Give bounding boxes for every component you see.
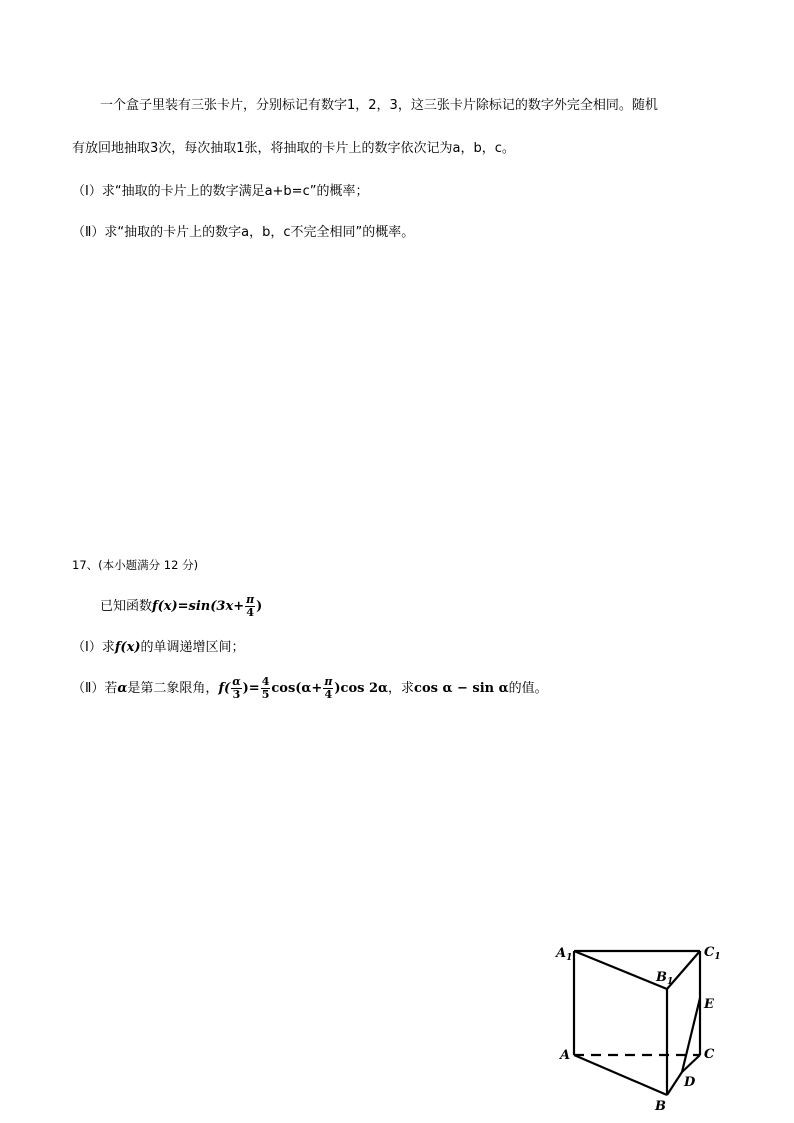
- p17-part2-cos2: )cos 2α: [334, 681, 389, 696]
- p17-part1-func: f(x): [114, 640, 141, 655]
- p17-part2-eq: )=: [242, 681, 260, 696]
- label-a: A: [560, 1048, 571, 1063]
- p17-part2-expr: cos α − sin α: [414, 681, 509, 696]
- p16-part1: （Ⅰ）求“抽取的卡片上的数字满足a+b=c”的概率；: [72, 184, 369, 199]
- label-b: B: [655, 1099, 666, 1114]
- p17-part1: [72, 638, 245, 658]
- p17-part2-mid: 是第二象限角，: [127, 681, 219, 696]
- label-c: C: [704, 1047, 715, 1062]
- p17-part2-cos: cos(α+: [271, 681, 323, 696]
- p17-part2: [72, 674, 548, 704]
- edge-a1b1: [574, 951, 667, 989]
- p17-part2-ask: ，求: [388, 681, 415, 696]
- edge-ab: [574, 1055, 667, 1095]
- label-a1: $A_1$: [556, 946, 573, 963]
- frac-den: 5: [261, 688, 270, 701]
- p17-given-func: f(x)=sin(3x+: [152, 599, 245, 614]
- frac-num: α: [232, 675, 241, 688]
- p17-given: [100, 592, 262, 622]
- frac-num: 4: [261, 675, 270, 688]
- label-d: D: [684, 1075, 696, 1090]
- p17-part2-frac3: [323, 676, 333, 701]
- p17-part2-prefix: （Ⅱ）若: [72, 681, 118, 696]
- p17-part2-frac1: [231, 676, 241, 701]
- p17-part1-prefix: （Ⅰ）求: [72, 640, 115, 655]
- frac-den: 4: [246, 606, 254, 619]
- frac-num: π: [324, 675, 333, 688]
- label-c1: $C_1$: [704, 945, 721, 962]
- p17-header: 17、(本小题满分 12 分): [72, 558, 199, 572]
- p16-intro-line1: 一个盒子里装有三张卡片，分别标记有数字1，2，3，这三张卡片除标记的数字外完全相同。随机: [100, 98, 658, 113]
- p17-given-close: ): [256, 599, 263, 614]
- edge-de: [682, 998, 700, 1072]
- prism-figure: [552, 938, 732, 1116]
- p17-part2-end: 的值。: [508, 681, 548, 696]
- frac-den: 3: [232, 688, 241, 701]
- label-b1: $B_1$: [656, 970, 674, 987]
- p17-part2-f: f(: [218, 681, 231, 696]
- p17-part2-frac2: [261, 676, 271, 701]
- p16-intro-line2: 有放回地抽取3次，每次抽取1张，将抽取的卡片上的数字依次记为a，b，c。: [72, 141, 515, 156]
- p17-part2-alpha: α: [117, 681, 128, 696]
- frac-den: 4: [324, 688, 333, 701]
- label-e: E: [704, 997, 714, 1012]
- p17-part1-suffix: 的单调递增区间；: [140, 640, 245, 655]
- p16-part2: （Ⅱ）求“抽取的卡片上的数字a，b，c不完全相同”的概率。: [72, 225, 415, 240]
- frac-num: π: [246, 593, 255, 606]
- edge-bd: [667, 1072, 682, 1095]
- p17-given-frac: [245, 594, 255, 619]
- p17-given-prefix: 已知函数: [100, 599, 153, 614]
